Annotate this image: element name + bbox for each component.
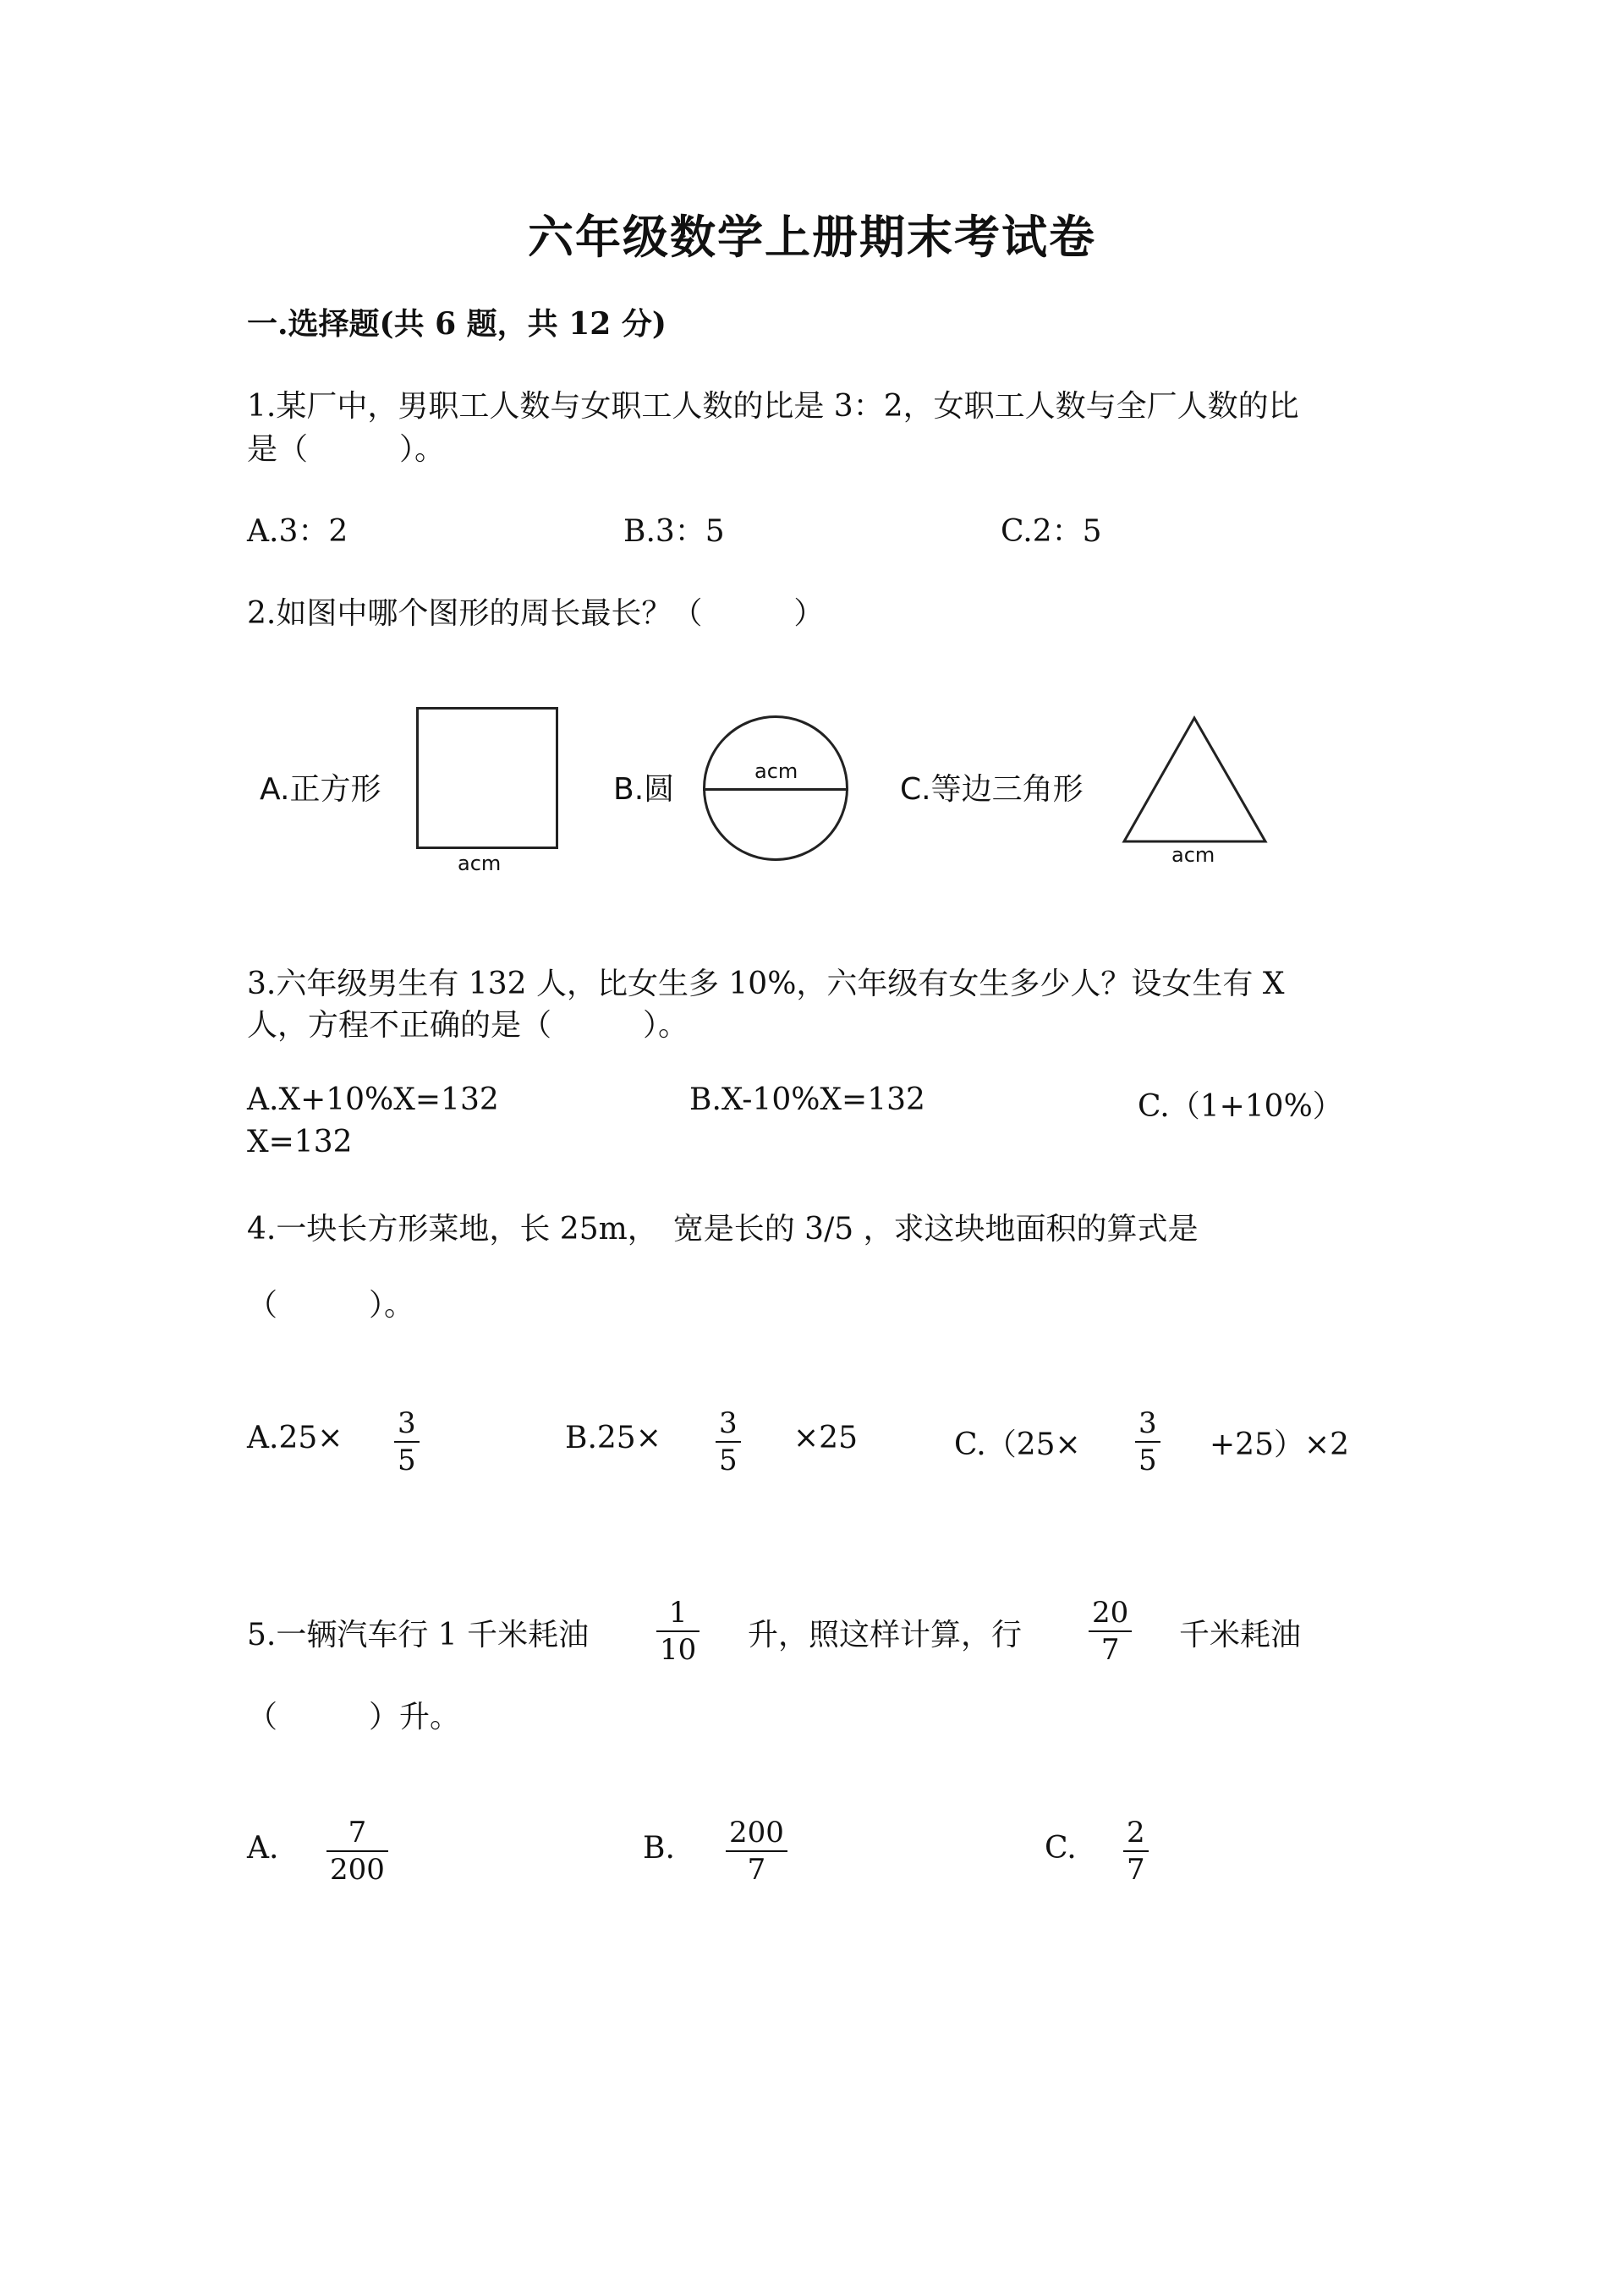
fraction-denominator: 200 [330, 1853, 385, 1887]
question-5-text-pre: 5.一辆汽车行 1 千米耗油 [247, 1618, 590, 1652]
question-5-fraction-1 [656, 1596, 700, 1667]
question-5-line-2: （ ）升。 [247, 1700, 461, 1734]
question-1-line-2: 是（ ）。 [247, 432, 446, 467]
figure-label-circle: B.圆 [613, 772, 675, 807]
fraction-numerator: 20 [1092, 1596, 1129, 1630]
square-shape [416, 707, 558, 849]
fraction-denominator: 7 [1127, 1853, 1145, 1887]
question-5-option-a-fraction [326, 1816, 388, 1887]
fraction-denominator: 5 [1138, 1444, 1157, 1477]
question-4-option-c-fraction [1135, 1406, 1160, 1477]
fraction-numerator: 3 [719, 1406, 738, 1440]
triangle-side-label: acm [1171, 843, 1215, 867]
question-5-option-c-fraction [1123, 1816, 1149, 1887]
section-heading: 一.选择题(共 6 题，共 12 分) [247, 306, 667, 342]
page-title: 六年级数学上册期末考试卷 [528, 210, 1096, 264]
fraction-numerator: 1 [668, 1596, 688, 1630]
question-1-option-c[interactable]: C.2：5 [1001, 514, 1102, 549]
question-5-text-post: 千米耗油 [1179, 1618, 1302, 1652]
question-1-line-1: 1.某厂中，男职工人数与女职工人数的比是 3：2，女职工人数与全厂人数的比 [247, 389, 1299, 424]
fraction-numerator: 3 [398, 1406, 416, 1440]
question-4-option-b-fraction [716, 1406, 741, 1477]
fraction-numerator: 2 [1127, 1816, 1145, 1849]
question-4-option-b[interactable]: B.25× [565, 1421, 661, 1455]
question-3-option-a[interactable]: A.X+10%X=132 [247, 1082, 499, 1117]
fraction-denominator: 5 [719, 1444, 738, 1477]
question-1-option-b[interactable]: B.3：5 [623, 514, 725, 549]
circle-diameter [703, 788, 848, 791]
question-1-option-a[interactable]: A.3：2 [247, 514, 348, 549]
question-3-option-c-continued: X=132 [247, 1125, 353, 1159]
question-5-option-b-fraction [726, 1816, 787, 1887]
circle-diameter-label: acm [754, 759, 798, 783]
question-5-option-a[interactable]: A. [247, 1831, 279, 1866]
question-5-option-c[interactable]: C. [1045, 1831, 1077, 1866]
question-3-option-b[interactable]: B.X-10%X=132 [689, 1082, 925, 1117]
fraction-denominator: 5 [398, 1444, 416, 1477]
question-5-fraction-2 [1089, 1596, 1132, 1667]
fraction-numerator: 200 [729, 1816, 784, 1849]
fraction-denominator: 7 [747, 1853, 766, 1887]
figure-label-triangle: C.等边三角形 [900, 772, 1084, 807]
question-5-text-mid: 升，照这样计算，行 [748, 1618, 1023, 1652]
fraction-denominator: 10 [660, 1633, 697, 1667]
figure-label-square: A.正方形 [260, 772, 381, 807]
question-3-line-1: 3.六年级男生有 132 人，比女生多 10%，六年级有女生多少人？设女生有 X [247, 967, 1285, 1001]
question-4-line-2: （ ）。 [247, 1288, 415, 1323]
question-4-option-c-suffix: +25）×2 [1210, 1427, 1350, 1462]
triangle-shape [1121, 715, 1269, 846]
question-4-option-b-suffix: ×25 [793, 1421, 858, 1455]
question-4-line-1: 4.一块长方形菜地，长 25m， 宽是长的 3/5 ，求这块地面积的算式是 [247, 1212, 1199, 1247]
question-3-line-2: 人，方程不正确的是（ ）。 [247, 1008, 689, 1043]
question-3-option-c[interactable]: C.（1+10%） [1138, 1089, 1343, 1124]
question-4-option-c[interactable]: C.（25× [954, 1427, 1081, 1462]
question-2-text: 2.如图中哪个图形的周长最长？（ ） [247, 596, 825, 631]
question-4-option-a-fraction [394, 1406, 420, 1477]
fraction-numerator: 3 [1138, 1406, 1157, 1440]
square-side-label: acm [458, 852, 502, 875]
question-5-option-b[interactable]: B. [643, 1831, 675, 1866]
fraction-denominator: 7 [1100, 1633, 1120, 1667]
question-4-option-a[interactable]: A.25× [247, 1421, 343, 1455]
fraction-numerator: 7 [348, 1816, 367, 1849]
